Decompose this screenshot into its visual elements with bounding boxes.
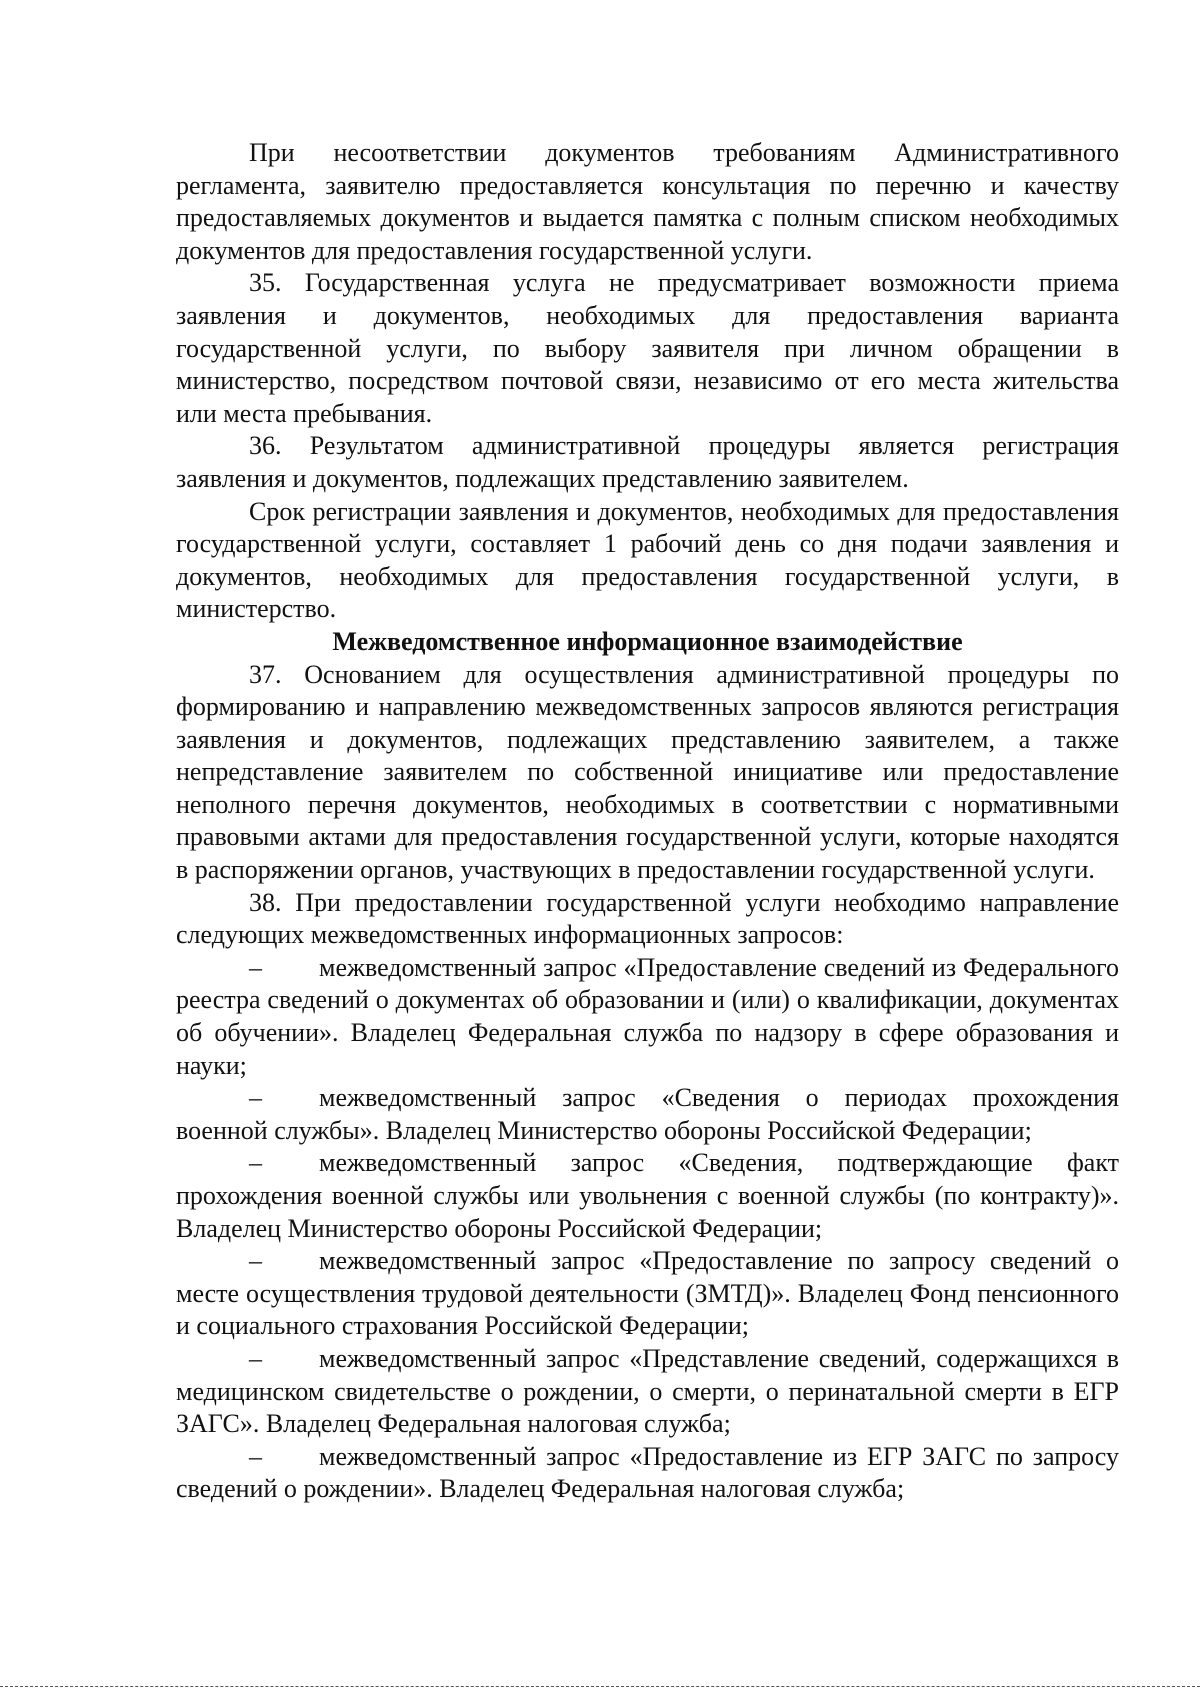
request-item (176, 1441, 1119, 1506)
paragraph-36: 36. Результатом административной процедуры является регистрация заявления и документов, подлежащих представлению заявителем. (176, 431, 1119, 493)
dash-marker: – (249, 1148, 262, 1178)
request-text: межведомственный запрос «Предоставление сведений из Федерального реестра сведений о документах об образовании и (или) о квалификации, документах об обучении». Владелец Федеральная служба по надзору в сфере образования и науки; (176, 952, 1119, 1080)
dash-marker: – (249, 952, 262, 982)
document-page (176, 137, 1119, 1506)
dash-marker: – (249, 1441, 262, 1471)
paragraph-36-registration-term: Срок регистрации заявления и документов, необходимых для предоставления государственной услуги, составляет 1 рабочий день со дня подачи заявления и документов, необходимых для предоставления государственной услуги, в министерство. (176, 496, 1119, 624)
dash-marker: – (249, 1083, 262, 1113)
request-item (176, 1245, 1119, 1343)
request-item (176, 952, 1119, 1082)
dash-marker: – (249, 1343, 262, 1373)
paragraph-38: 38. При предоставлении государственной услуги необходимо направление следующих межведомственных информационных запросов: (176, 887, 1119, 950)
request-item (176, 1147, 1119, 1245)
page-bottom-divider (0, 1686, 1200, 1687)
paragraph-noncompliance: При несоответствии документов требованиям Административного регламента, заявителю предоставляется консультация по перечню и качеству предоставляемых документов и выдается памятка с полным списком необходимых документов для предоставления государственной услуги. (176, 138, 1119, 265)
request-text: межведомственный запрос «Предоставление из ЕГР ЗАГС по запросу сведений о рождении». Владелец Федеральная налоговая служба; (176, 1441, 1119, 1504)
request-text: межведомственный запрос «Сведения, подтверждающие факт прохождения военной службы или увольнения с военной службы (по контракту)». Владелец Министерство обороны Российской Федерации; (176, 1148, 1119, 1243)
request-text: межведомственный запрос «Сведения о периодах прохождения военной службы». Владелец Министерство обороны Российской Федерации; (176, 1083, 1119, 1145)
section-heading: Межведомственное информационное взаимодействие (332, 626, 963, 656)
request-item (176, 1343, 1119, 1441)
dash-marker: – (249, 1246, 262, 1276)
paragraph-35: 35. Государственная услуга не предусматривает возможности приема заявления и документов, необходимых для предоставления варианта государственной услуги, по выбору заявителя при личном обращении в министерство, посредством почтовой связи, независимо от его места жительства или места пребывания. (176, 268, 1119, 428)
request-text: межведомственный запрос «Предоставление по запросу сведений о месте осуществления трудовой деятельности (ЗМТД)». Владелец Фонд пенсионного и социального страхования Российской Федерации; (176, 1246, 1119, 1341)
request-text: межведомственный запрос «Представление сведений, содержащихся в медицинском свидетельстве о рождении, о смерти, о перинатальной смерти в ЕГР ЗАГС». Владелец Федеральная налоговая служба; (176, 1343, 1119, 1439)
paragraph-37: 37. Основанием для осуществления административной процедуры по формированию и направлению межведомственных запросов являются регистрация заявления и документов, подлежащих представлению заявителем, а также непредставление заявителем по собственной инициативе или предоставление неполного перечня документов, необходимых в соответствии с нормативными правовыми актами для предоставления государственной услуги, которые находятся в распоряжении органов, участвующих в предоставлении государственной услуги. (176, 659, 1119, 885)
request-item (176, 1082, 1119, 1147)
